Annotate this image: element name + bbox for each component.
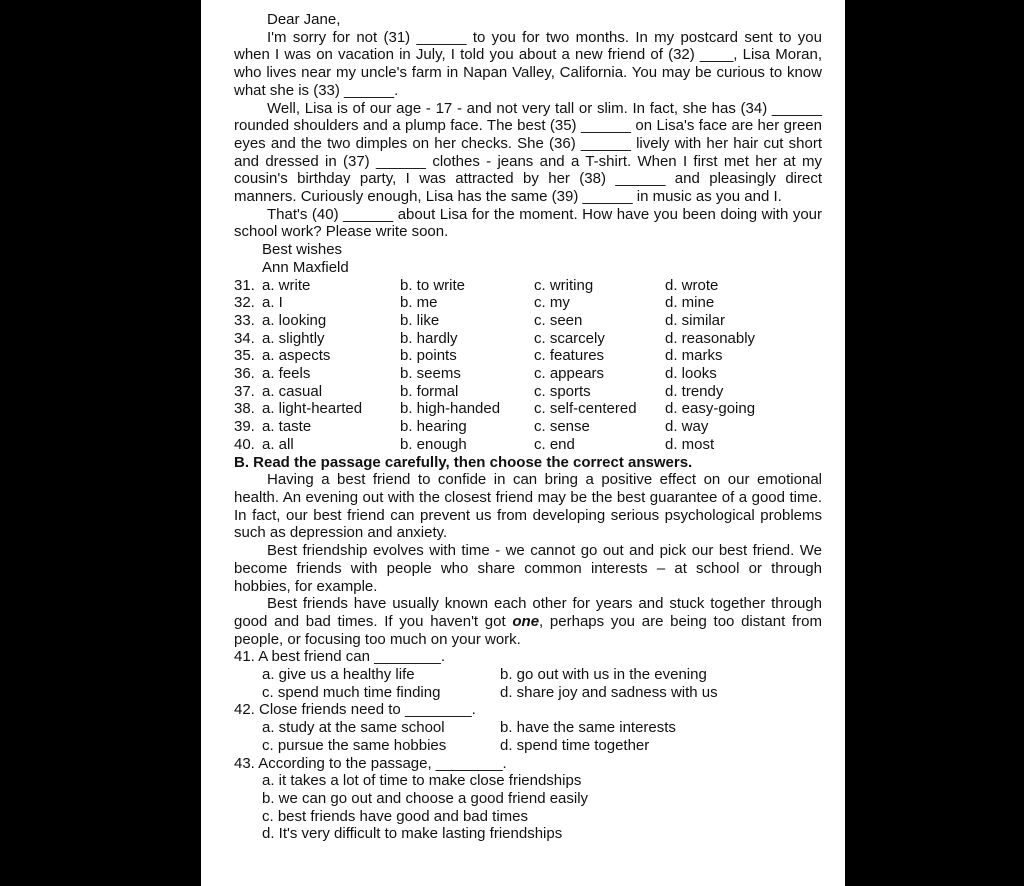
option-b: b. to write xyxy=(400,276,466,294)
letter-paragraph-2: Well, Lisa is of our age - 17 - and not very tall or slim. In fact, she has (34) ______ rounded shoulders and a plump face. The best (35) ______ on Lisa's face are her green eyes and the two dimples on her checks. She (36) ______ lively with her hair cut short and dressed in (37) ______ clothes - jeans and a T-shirt. When I first met her at my cousin's birthday party, I was attracted by her (38) ______ and pleasingly direct manners. Curiously enough, Lisa has the same (39) ______ in music as you and I. xyxy=(234,99,822,206)
question-row xyxy=(234,400,822,418)
option-a: a. light-hearted xyxy=(262,400,363,418)
option-a: a. aspects xyxy=(262,347,331,365)
option-c: c. spend much time finding xyxy=(262,683,441,701)
option-c: c. end xyxy=(534,435,575,453)
option-c: c. scarcely xyxy=(534,329,605,347)
option-a: a. study at the same school xyxy=(262,719,445,737)
option-b: b. we can go out and choose a good friend easily xyxy=(262,789,589,807)
question-number: 32. xyxy=(234,294,255,312)
section-b-heading: B. Read the passage carefully, then choose the correct answers. xyxy=(234,453,693,471)
option-a: a. I xyxy=(262,294,283,312)
question-41-options-row-2 xyxy=(234,684,822,702)
option-d: d. It's very difficult to make lasting friendships xyxy=(262,825,563,843)
question-row xyxy=(234,347,822,365)
option-a: a. slightly xyxy=(262,329,325,347)
option-b: b. hearing xyxy=(400,418,467,436)
option-a: a. all xyxy=(262,435,294,453)
option-b: b. have the same interests xyxy=(500,719,676,737)
questions-31-40 xyxy=(234,277,822,454)
option-b: b. enough xyxy=(400,435,467,453)
option-c: c. sense xyxy=(534,418,590,436)
question-row xyxy=(234,383,822,401)
letter-closing: Best wishes xyxy=(262,241,343,259)
question-number: 35. xyxy=(234,347,255,365)
question-number: 39. xyxy=(234,418,255,436)
option-d: d. wrote xyxy=(665,276,719,294)
option-b: b. me xyxy=(400,294,438,312)
letter-signature: Ann Maxfield xyxy=(262,258,349,276)
option-b: b. hardly xyxy=(400,329,458,347)
option-c: c. my xyxy=(534,294,570,312)
letter-greeting: Dear Jane, xyxy=(267,11,341,28)
option-c: c. features xyxy=(534,347,605,365)
option-c: c. writing xyxy=(534,276,594,294)
option-a: a. it takes a lot of time to make close friendships xyxy=(262,772,582,790)
question-42-options-row-1 xyxy=(234,719,822,737)
question-number: 33. xyxy=(234,311,255,329)
passage-paragraph-2: Best friendship evolves with time - we cannot go out and pick our best friend. We become friends with people who share common interests – at school or through hobbies, for example. xyxy=(234,542,822,595)
question-number: 37. xyxy=(234,382,255,400)
option-b: b. like xyxy=(400,311,440,329)
option-c: c. sports xyxy=(534,382,591,400)
question-row xyxy=(234,294,822,312)
option-c: c. self-centered xyxy=(534,400,637,418)
option-a: a. casual xyxy=(262,382,323,400)
option-a: a. looking xyxy=(262,311,327,329)
passage-paragraph-1: Having a best friend to confide in can bring a positive effect on our emotional health. An evening out with the closest friend may be the best guarantee of a good time. In fact, our best friend can prevent us from developing serious psychological problems such as depression and anxiety. xyxy=(234,471,822,542)
option-d: d. similar xyxy=(665,311,726,329)
document-content xyxy=(234,11,822,843)
question-row xyxy=(234,418,822,436)
option-d: d. spend time together xyxy=(500,736,650,754)
option-a: a. taste xyxy=(262,418,312,436)
passage-text: Best friends have usually known each other for years and stuck together through good and bad times. If you haven't got xyxy=(234,595,822,630)
question-number: 36. xyxy=(234,365,255,383)
option-a: a. give us a healthy life xyxy=(262,666,415,684)
question-row xyxy=(234,365,822,383)
question-42-stem: 42. Close friends need to ________. xyxy=(234,701,476,719)
option-c: c. best friends have good and bad times xyxy=(262,807,529,825)
option-c: c. pursue the same hobbies xyxy=(262,736,447,754)
option-b: b. high-handed xyxy=(400,400,501,418)
option-d: d. looks xyxy=(665,365,717,383)
option-c: c. appears xyxy=(534,365,605,383)
question-number: 34. xyxy=(234,329,255,347)
option-d: d. mine xyxy=(665,294,715,312)
question-row xyxy=(234,330,822,348)
document-page xyxy=(201,0,845,886)
question-41-options-row-1 xyxy=(234,666,822,684)
option-b: b. formal xyxy=(400,382,459,400)
passage-text: , perhaps you are being too distant from people, or focusing too much on your work. xyxy=(234,612,822,648)
passage-paragraph-3 xyxy=(234,595,822,648)
option-d: d. trendy xyxy=(665,382,724,400)
option-b: b. go out with us in the evening xyxy=(500,666,707,684)
question-43-stem: 43. According to the passage, ________. xyxy=(234,754,507,772)
question-number: 40. xyxy=(234,435,255,453)
option-d: d. easy-going xyxy=(665,400,756,418)
letter-paragraph-3: That's (40) ______ about Lisa for the moment. How have you been doing with your school work? Please write soon. xyxy=(234,205,822,241)
question-number: 38. xyxy=(234,400,255,418)
option-b: b. seems xyxy=(400,365,461,383)
question-row xyxy=(234,436,822,454)
question-42-options-row-2 xyxy=(234,737,822,755)
option-b: b. points xyxy=(400,347,457,365)
emphasized-word: one xyxy=(512,612,540,630)
option-d: d. share joy and sadness with us xyxy=(500,683,718,701)
option-a: a. feels xyxy=(262,365,311,383)
question-41-stem: 41. A best friend can ________. xyxy=(234,648,446,666)
option-d: d. marks xyxy=(665,347,723,365)
option-d: d. reasonably xyxy=(665,329,756,347)
question-number: 31. xyxy=(234,276,255,294)
question-row xyxy=(234,277,822,295)
option-d: d. most xyxy=(665,435,715,453)
option-d: d. way xyxy=(665,418,709,436)
option-a: a. write xyxy=(262,276,311,294)
option-c: c. seen xyxy=(534,311,583,329)
letter-paragraph-1: I'm sorry for not (31) ______ to you for two months. In my postcard sent to you when I was on vacation in July, I told you about a new friend of (32) ____, Lisa Moran, who lives near my uncle's farm in Napan Valley, California. You may be curious to know what she is (33) ______. xyxy=(234,28,822,99)
question-row xyxy=(234,312,822,330)
